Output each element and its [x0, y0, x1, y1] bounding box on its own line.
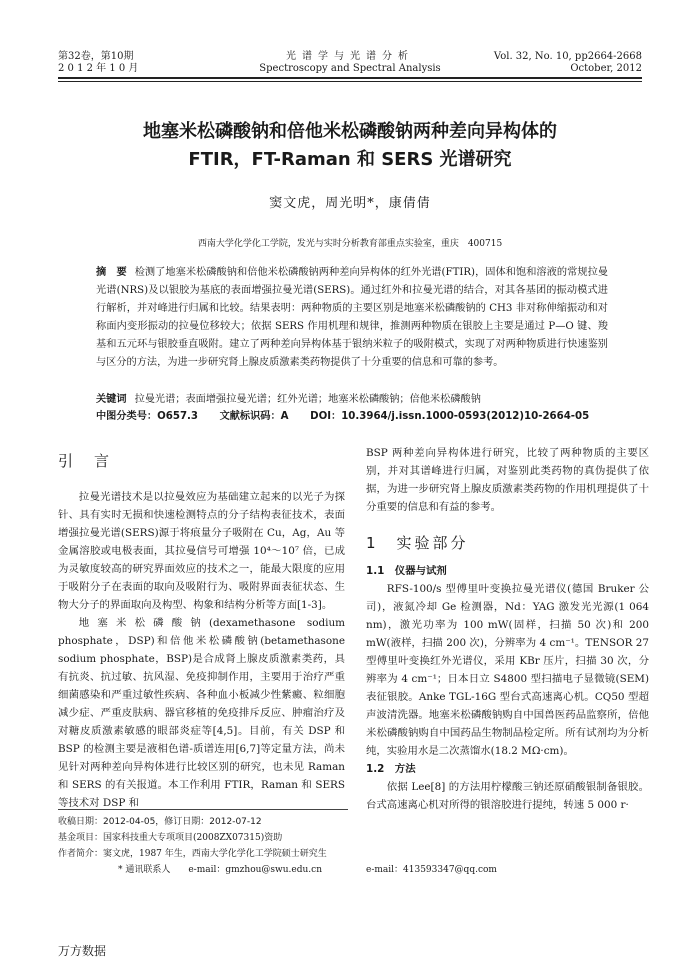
- author-email: e-mail：413593347@qq.com: [366, 865, 497, 875]
- subsection-instruments-title: 1.1 仪器与试剂: [366, 565, 447, 577]
- left-column: [58, 452, 345, 812]
- subsection-instruments-text: RFS-100/s 型傅里叶变换拉曼光谱仪(德国 Bruker 公司)，液氮冷却 Ge 检测器，Nd：YAG 激发光光源(1 064 nm)，激光功率为 100 mW(固样，扫描 50 次)和 200 mW(液样，扫描 200 次)，分辨率为 4 cm⁻¹。TENSOR 27 型傅里叶变换红外光谱仪，采用 KBr 压片，扫描 30 次，分辨率为 4 cm⁻¹；日本日立 S4800 型扫描电子显微镜(SEM)表征银胶。Anke TGL-16G 型台式高速离心机。CQ50 型超声波清洗器。地塞米松磷酸钠购自中国兽医药品监察所，倍他米松磷酸钠购自中国药品生物制品检定所。所有试剂均为分析纯，实验用水是二次蒸馏水(18.2 MΩ·cm)。: [366, 583, 649, 757]
- title-line-1: 地塞米松磷酸钠和倍他米松磷酸钠两种差向异构体的: [143, 121, 557, 142]
- title-line-2: FTIR，FT-Raman 和 SERS 光谱研究: [188, 149, 512, 170]
- affiliation: 西南大学化学化工学院，发光与实时分析教育部重点实验室，重庆 400715: [197, 239, 503, 249]
- volume-issue: 第32卷，第10期: [58, 51, 134, 62]
- doi: DOI：10.3964/j.issn.1000-0593(2012)10-2664-05: [310, 411, 590, 422]
- keywords-label: 关键词: [96, 394, 127, 405]
- classification-line: [96, 408, 608, 425]
- intro-paragraph-2: 地塞米松磷酸钠(dexamethasone sodium phosphate，DSP)和倍他米松磷酸钠(betamethasone sodium phosphate，BSP)是合成肾上腺皮质激素类药，具有抗炎、抗过敏、抗风湿、免疫抑制作用，主要用于治疗严重细菌感染和严重过敏性疾病、各种血小板减少性紫癜、粒细胞减少症、严重皮肤病、器官移植的免疫排斥反应、肿瘤治疗及对糖皮质激素敏感的眼部炎症等[4,5]。目前，有关 DSP 和 BSP 的检测主要是液相色谱-质谱连用[6,7]等定量方法，尚未见针对两种差向异构体进行比较区别的研究，也未见 Raman 和 SERS 的有关报道。本工作利用 FTIR，Raman 和 SERS 等技术对 DSP 和: [58, 617, 345, 809]
- footnotes: [58, 814, 358, 878]
- abstract: [96, 264, 608, 372]
- intro-paragraph-3: BSP 两种差向异构体进行研究，比较了两种物质的主要区别，并对其谱峰进行归属，对鉴别此类药物的真伪提供了依据，为进一步研究肾上腺皮质激素类药物的作用机理提供了十分重要的信息和有益的参考。: [366, 447, 649, 513]
- volume-pages: Vol. 32, No. 10, pp2664-2668: [493, 51, 642, 62]
- author-bio: 作者简介：窦文虎，1987 年生，西南大学化学化工学院硕士研究生: [58, 849, 327, 859]
- header-rule-thick: [58, 77, 642, 79]
- fund-info: 基金项目：国家科技重大专项项目(2008ZX07315)资助: [58, 833, 283, 843]
- header-rule-thin: [58, 81, 642, 82]
- footnote-rule: [58, 809, 348, 810]
- experimental-heading: 1 实验部分: [366, 534, 469, 552]
- corresponding-author: * 通讯联系人 e-mail：gmzhou@swu.edu.cn: [118, 865, 322, 875]
- intro-heading: 引 言: [58, 452, 113, 470]
- abstract-label: 摘 要: [96, 267, 127, 278]
- abstract-text: 检测了地塞米松磷酸钠和倍他米松磷酸钠两种差向异构体的红外光谱(FTIR)，固体和饱和溶液的常规拉曼光谱(NRS)及以银胶为基底的表面增强拉曼光谱(SERS)。通过红外和拉曼光谱的结合，对其各基团的振动模式进行解析，并对峰进行归属和比较。结果表明：两种物质的主要区别是地塞米松磷酸钠的 CH3 非对称伸缩振动和对称面内变形振动的拉曼位移较大；依据 SERS 作用机理和规律，推测两种物质在银胶上主要是通过 P—O 键、羧基和五元环与银胶垂直吸附。建立了两种差向异构体基于银纳米粒子的吸附模式，实现了对两种物质进行快速鉴别与区分的方法，为进一步研究肾上腺皮质激素类药物提供了十分重要的信息和可靠的参考。: [96, 267, 608, 368]
- document-code: 文献标识码：A: [219, 411, 289, 422]
- author-list: 窦文虎，周光明*，康倩倩: [269, 196, 431, 211]
- journal-name: [230, 51, 470, 75]
- intro-paragraph-1: 拉曼光谱技术是以拉曼效应为基础建立起来的以光子为探针、具有实时无损和快速检测特点的分子结构表征技术，表面增强拉曼光谱(SERS)源于将痕量分子吸附在 Cu，Ag，Au 等金属溶胶或电极表面，其拉曼信号可增强 10⁴～10⁷ 倍，已成为灵敏度较高的研究界面效应的技术之一，能最大限度的应用于吸附分子在表面的取向及吸附行为、吸附界面表征状态、生物大分子的界面取向及构型、构象和结构分析等方面[1-3]。: [58, 491, 345, 611]
- paper-title: [60, 118, 640, 174]
- journal-name-cn: 光谱学与光谱分析: [286, 51, 414, 62]
- right-column: [366, 444, 649, 814]
- issue-date: 2 0 1 2 年 1 0 月: [58, 63, 139, 74]
- subsection-method-text: 依据 Lee[8] 的方法用柠檬酸三钠还原硝酸银制备银胶。台式高速离心机对所得的银溶胶进行提纯，转速 5 000 r·: [366, 781, 649, 811]
- received-dates: 收稿日期：2012-04-05，修订日期：2012-07-12: [58, 817, 262, 827]
- keywords-text: 拉曼光谱；表面增强拉曼光谱；红外光谱；地塞米松磷酸钠；倍他米松磷酸钠: [134, 394, 481, 405]
- journal-volume-info: [58, 51, 138, 75]
- clc-number: 中图分类号：O657.3: [96, 411, 199, 422]
- keywords-line: [96, 391, 608, 408]
- publication-month: October, 2012: [570, 63, 642, 74]
- footer-watermark: 万方数据: [58, 944, 107, 958]
- journal-name-en: Spectroscopy and Spectral Analysis: [259, 63, 441, 74]
- keywords-block: [96, 391, 608, 425]
- subsection-method-title: 1.2 方法: [366, 763, 416, 775]
- journal-citation: [494, 51, 642, 75]
